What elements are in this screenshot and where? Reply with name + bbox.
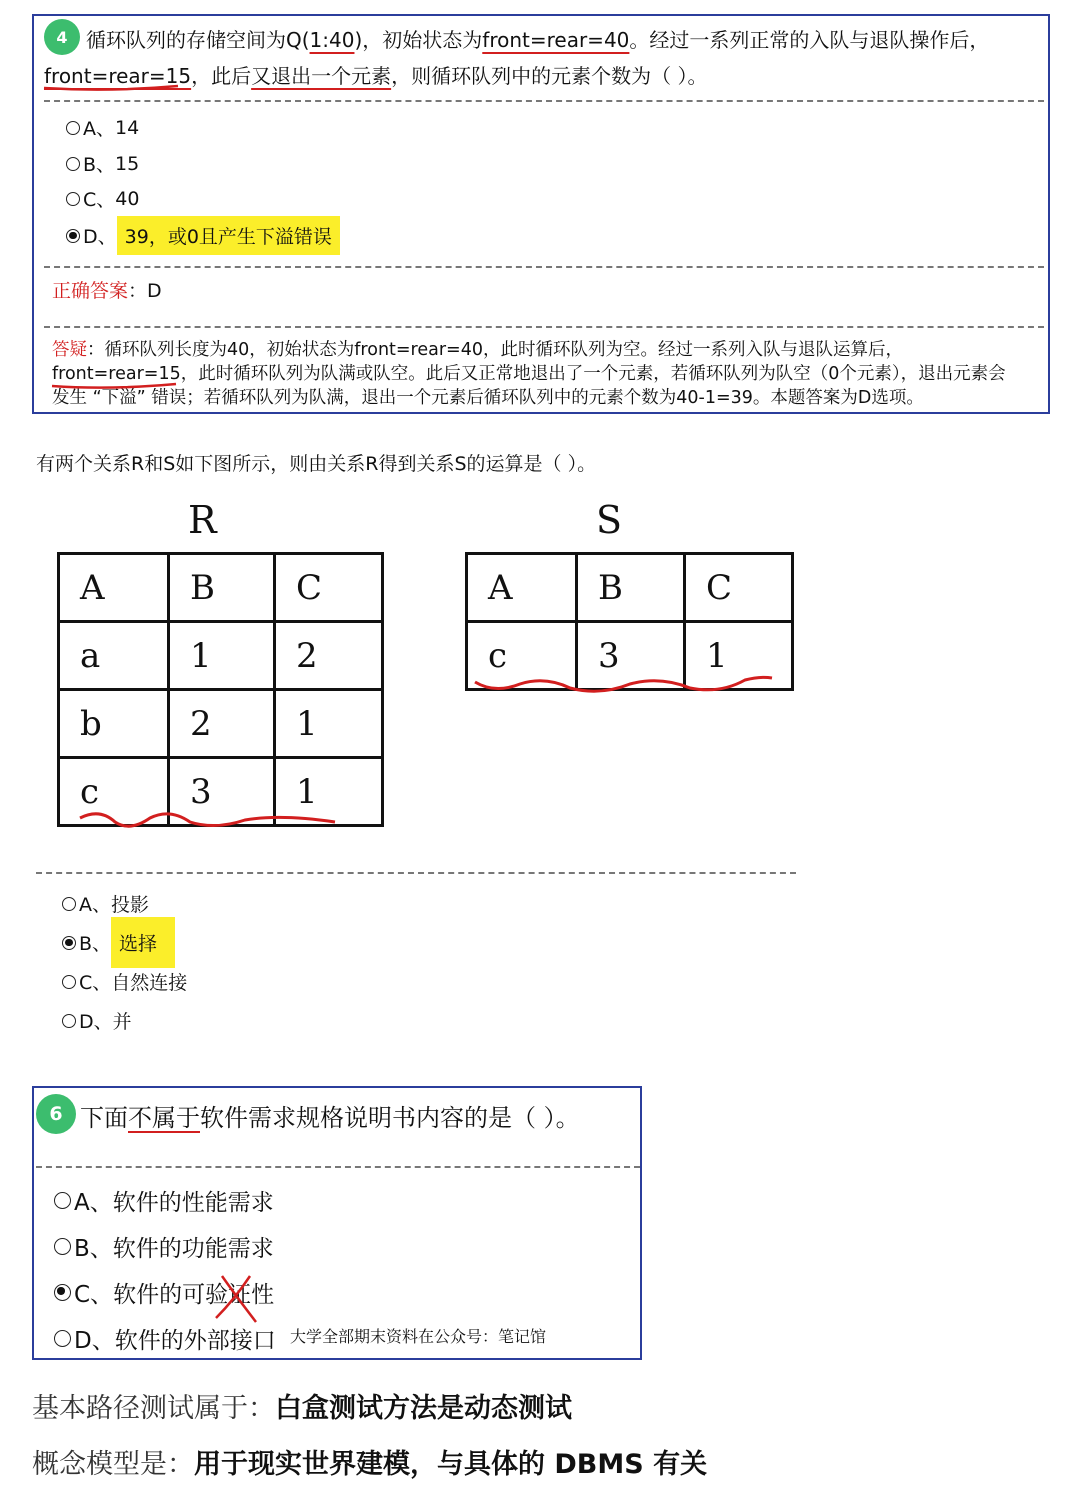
question-number-badge: 6 — [36, 1094, 76, 1134]
divider — [36, 872, 796, 874]
table-header-row: A B C — [467, 554, 793, 622]
highlighted-answer: 39，或0且产生下溢错误 — [117, 216, 340, 255]
radio-icon[interactable] — [54, 1238, 71, 1255]
not-belong-keyword: 不属于 — [128, 1104, 200, 1132]
relation-r-title: R — [188, 498, 217, 542]
option-d[interactable]: D、 软件的外部接口 — [54, 1322, 276, 1355]
radio-icon[interactable] — [62, 975, 76, 989]
option-c[interactable]: C、 软件的可验证性 — [54, 1276, 274, 1309]
option-c[interactable]: C、 40 — [66, 185, 139, 212]
question-5-stem: 有两个关系R和S如下图所示，则由关系R得到关系S的运算是（ ）。 — [36, 453, 597, 475]
option-d[interactable]: D、 39，或0且产生下溢错误 — [66, 216, 340, 255]
radio-selected-icon[interactable] — [62, 936, 76, 950]
radio-selected-icon[interactable] — [66, 229, 80, 243]
queue-range: 1:40 — [309, 28, 355, 52]
note-basic-path-testing: 基本路径测试属于：白盒测试方法是动态测试 — [32, 1393, 572, 1424]
radio-icon[interactable] — [66, 157, 80, 171]
divider — [44, 266, 1044, 268]
correct-answer-label: 正确答案 — [52, 280, 129, 302]
option-b[interactable]: B、 软件的功能需求 — [54, 1230, 274, 1263]
radio-selected-icon[interactable] — [54, 1284, 71, 1301]
table-header-row: A B C — [59, 554, 383, 622]
correct-answer: 正确答案：D — [52, 280, 162, 302]
option-c[interactable]: C、 自然连接 — [62, 968, 187, 995]
option-a[interactable]: A、 14 — [66, 114, 139, 141]
divider — [44, 100, 1044, 102]
option-a[interactable]: A、 投影 — [62, 890, 149, 917]
table-row: c 3 1 — [467, 622, 793, 690]
watermark-text: 大学全部期末资料在公众号：笔记馆 — [290, 1327, 547, 1346]
relation-r-table — [57, 552, 384, 827]
table-row: a 1 2 — [59, 622, 383, 690]
divider — [36, 1166, 640, 1168]
option-b[interactable]: B、 选择 — [62, 917, 175, 968]
radio-icon[interactable] — [66, 121, 80, 135]
highlighted-answer: 选择 — [111, 917, 175, 968]
current-state: front=rear=15 — [44, 64, 192, 88]
note-conceptual-model: 概念模型是：用于现实世界建模，与具体的 DBMS 有关 — [32, 1449, 708, 1480]
explanation: 答疑：循环队列长度为40，初始状态为front=rear=40，此时循环队列为空。经过一系列入队与退队运算后， front=rear=15，此时循环队列为队满或队空。此后又正常地退出了一个元素，若循环队列为队空（0个元素），退出元素会 发生 “下溢” 错误；若循环队列为队满，退出一个元素后循环队列中的元素个数为40-1=39。本题答案为D选项。 — [52, 340, 1006, 408]
initial-state: front=rear=40 — [482, 28, 630, 52]
radio-icon[interactable] — [54, 1330, 71, 1347]
dequeue-one: 又退出一个元素 — [251, 64, 392, 88]
table-row: c 3 1 — [59, 758, 383, 826]
question-4-stem-line1: 循环队列的存储空间为Q(1:40)，初始状态为front=rear=40。经过一系列正常的入队与退队操作后， — [86, 28, 990, 52]
table-row: b 2 1 — [59, 690, 383, 758]
question-6-stem: 下面不属于软件需求规格说明书内容的是（ ）。 — [80, 1104, 580, 1132]
option-a[interactable]: A、 软件的性能需求 — [54, 1184, 274, 1217]
question-4-stem-line2: front=rear=15，此后又退出一个元素，则循环队列中的元素个数为（ ）。 — [44, 64, 708, 88]
radio-icon[interactable] — [54, 1192, 71, 1209]
radio-icon[interactable] — [62, 1014, 76, 1028]
relation-s-table — [465, 552, 794, 691]
radio-icon[interactable] — [66, 192, 80, 206]
radio-icon[interactable] — [62, 897, 76, 911]
option-d[interactable]: D、 并 — [62, 1007, 132, 1034]
option-b[interactable]: B、 15 — [66, 150, 139, 177]
explanation-label: 答疑 — [52, 340, 87, 360]
relation-s-title: S — [596, 498, 623, 542]
divider — [44, 326, 1044, 328]
question-number-badge: 4 — [44, 19, 80, 55]
